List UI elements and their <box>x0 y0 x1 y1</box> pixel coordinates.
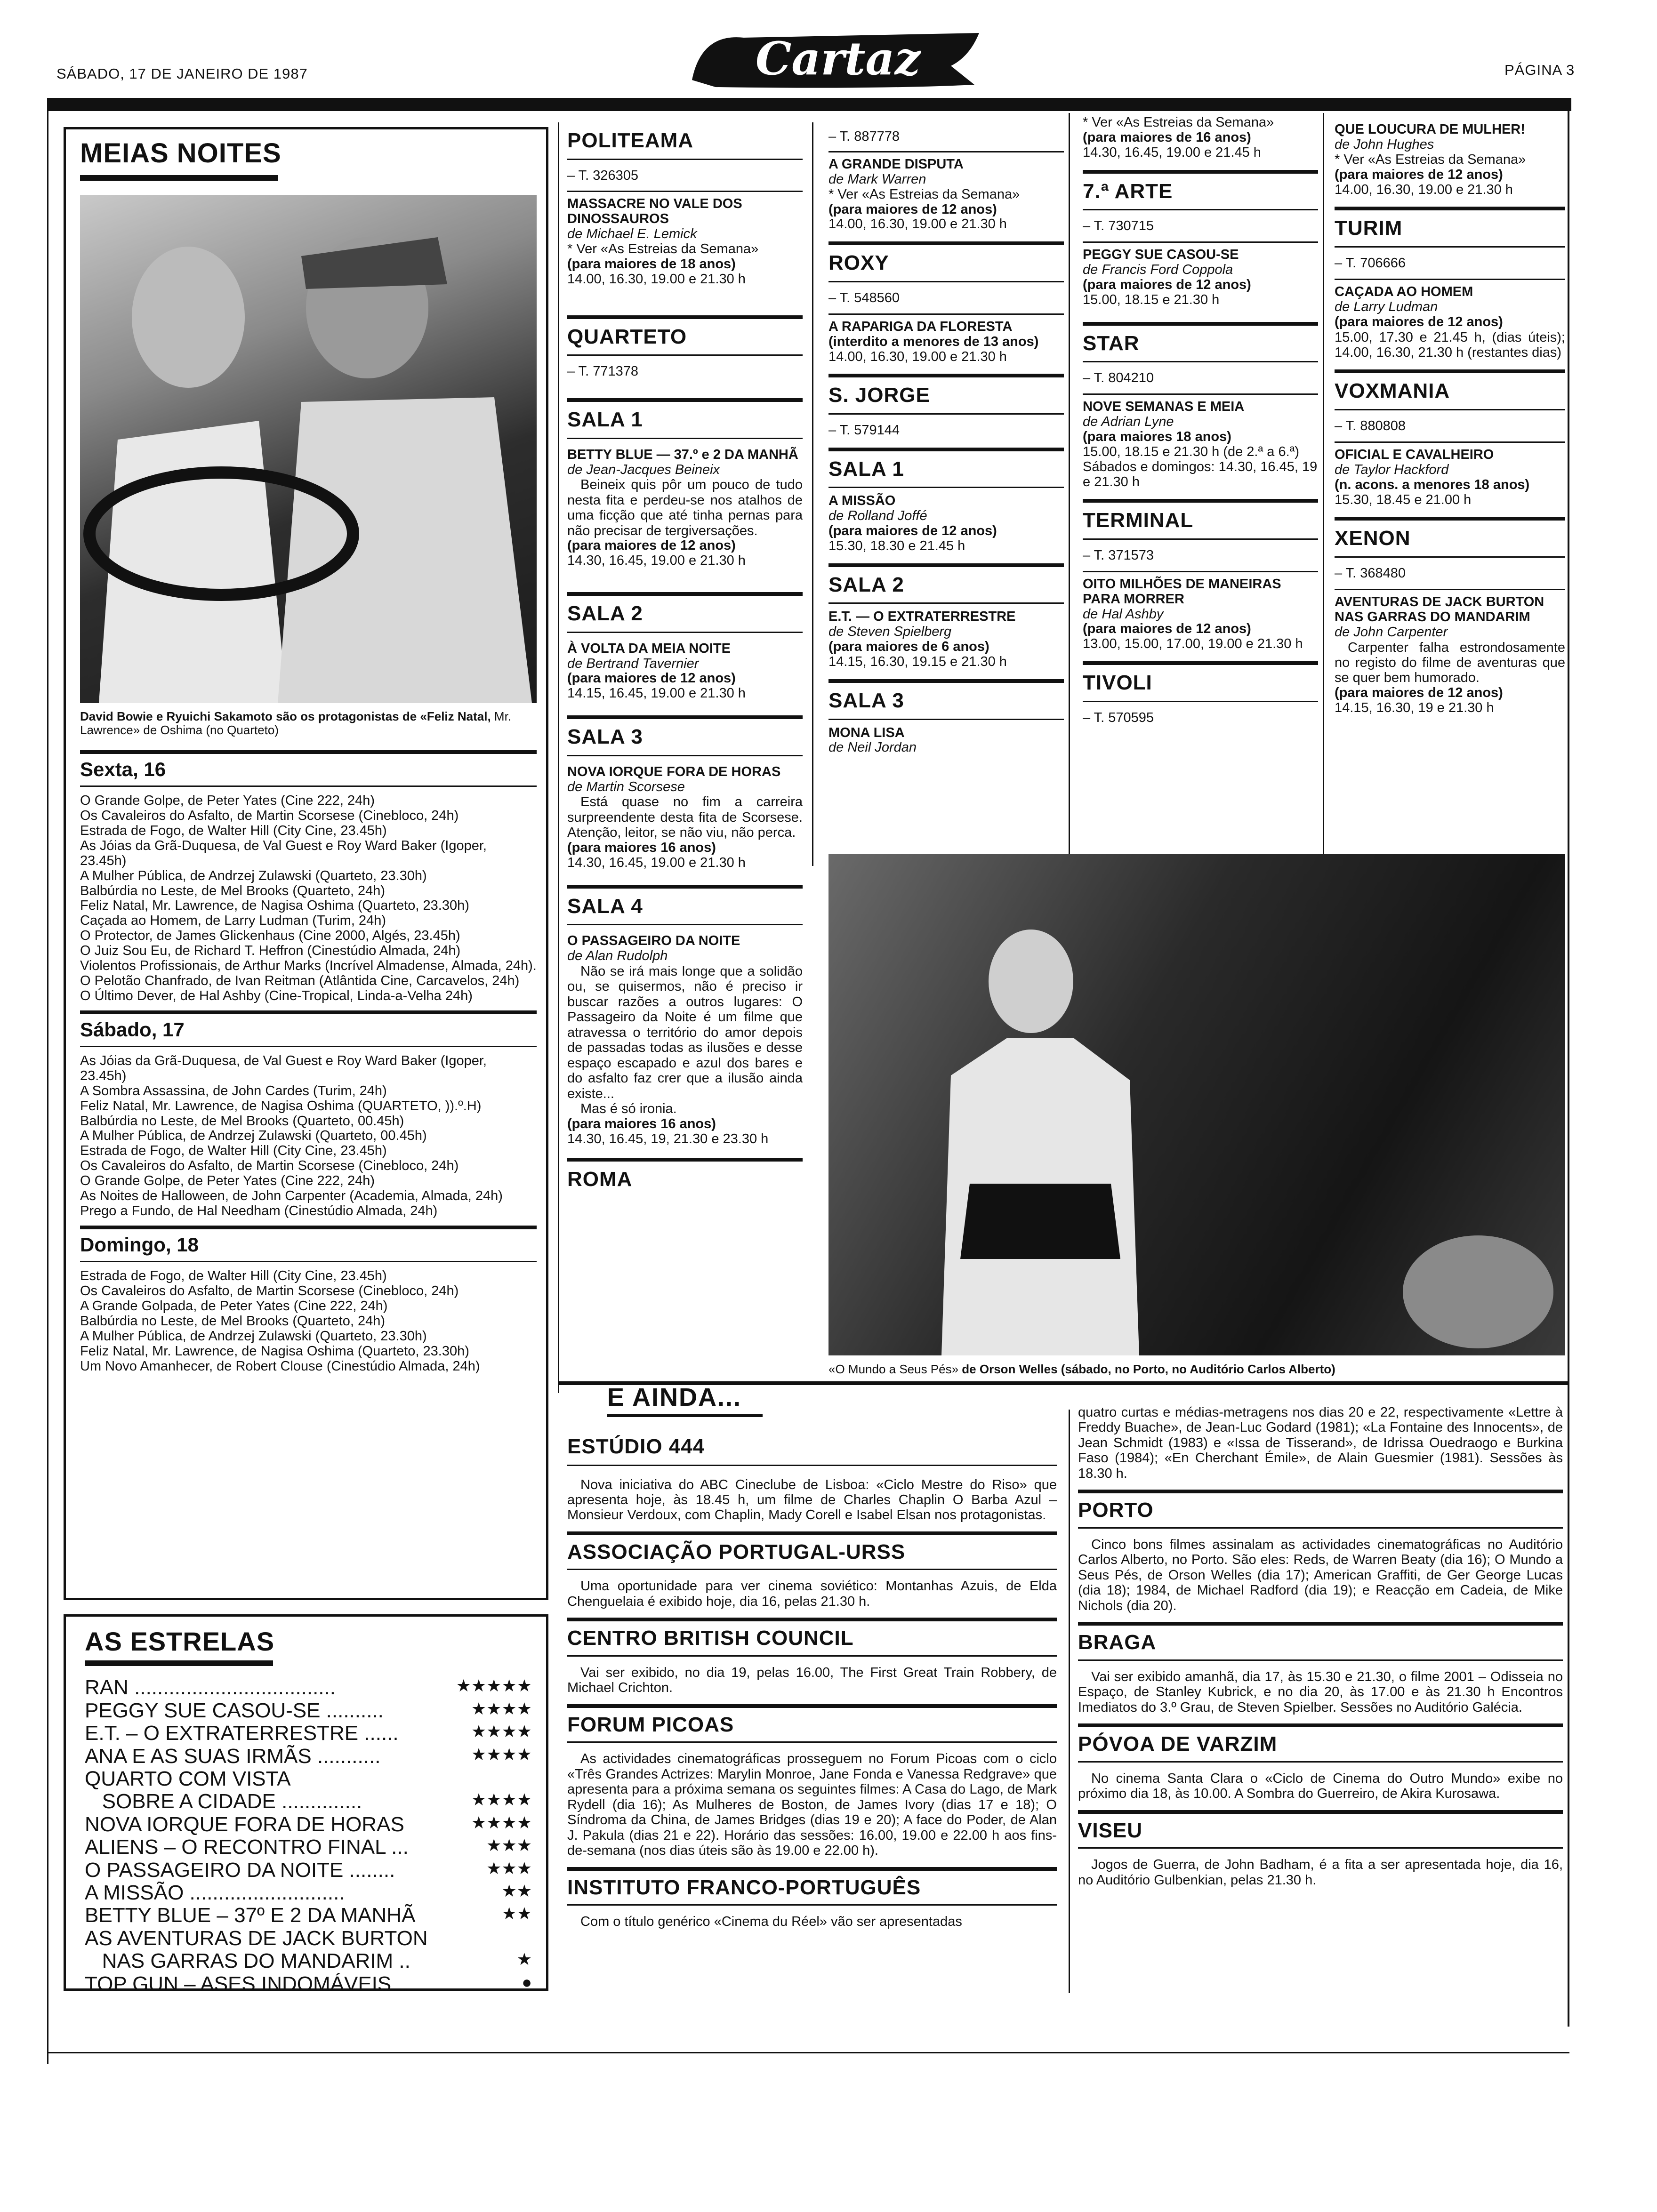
film-director: de Taylor Hackford <box>1335 462 1449 477</box>
col-divider <box>1069 1410 1070 1993</box>
rating-row: ANA E AS SUAS IRMÃS ........... ★★★★ <box>85 1744 532 1768</box>
film-times: 15.00, 18.15 e 21.30 h <box>1083 292 1220 307</box>
film-title: NOVE SEMANAS E MEIA <box>1083 399 1245 415</box>
estrelas-section <box>85 1627 532 1996</box>
list-item: O Pelotão Chanfrado, de Ivan Reitman (Atlântida Cine, Carcavelos, 24h) <box>80 973 520 988</box>
film-director: de John Hughes <box>1335 136 1434 152</box>
film-title: OITO MILHÕES DE MANEIRAS PARA MORRER <box>1083 576 1281 607</box>
meias-noites-title: MEIAS NOITES <box>80 138 282 168</box>
issue-date: SÁBADO, 17 DE JANEIRO DE 1987 <box>56 65 308 82</box>
venue-povoa-de-varzim: PÓVOA DE VARZIM <box>1078 1732 1278 1756</box>
venue-estudio-444: ESTÚDIO 444 <box>567 1435 705 1458</box>
film-age: (para maiores 18 anos) <box>1083 429 1231 444</box>
day-saturday: Sábado, 17 <box>80 1018 185 1041</box>
venue-star: STAR <box>1083 331 1140 355</box>
british-text: Vai ser exibido, no dia 19, pelas 16.00, The First Great Train Robbery, de Michael Crichton. <box>567 1665 1057 1696</box>
day-sunday: Domingo, 18 <box>80 1233 199 1256</box>
film-director: de Martin Scorsese <box>567 779 685 794</box>
estudio-text: Nova iniciativa do ABC Cineclube de Lisboa: «Ciclo Mestre do Riso» que apresenta hoje, às 18.45 h, um filme de Charles Chaplin O Barba Azul – Monsieur Verdoux, com Chaplin, Mady Corell e Isabel Elsan nos protagonistas. <box>567 1477 1057 1523</box>
film-title: PEGGY SUE CASOU-SE <box>1083 247 1239 263</box>
title-underline <box>80 175 278 181</box>
phone: – T. 880808 <box>1335 418 1406 433</box>
film-age: (para maiores de 16 anos) <box>1083 129 1251 145</box>
list-item: Balbúrdia no Leste, de Mel Brooks (Quarteto, 24h) <box>80 883 386 898</box>
rating-row: BETTY BLUE – 37º E 2 DA MANHÃ ★★ <box>85 1904 532 1927</box>
page-bottom-rule <box>47 2052 1569 2053</box>
film-times: 14.30, 16.45, 19, 21.30 e 23.30 h <box>567 1131 769 1146</box>
povoa-text: No cinema Santa Clara o «Ciclo de Cinema do Outro Mundo» exibe no próximo dia 18, às 10.00. A Sombra do Guerreiro, de Akira Kurosawa. <box>1078 1771 1563 1802</box>
estrelas-underline <box>85 1660 273 1666</box>
top-rule <box>47 98 1571 111</box>
list-item: O Último Dever, de Hal Ashby (Cine-Tropical, Linda-a-Velha 24h) <box>80 988 473 1003</box>
film-director: de Jean-Jacques Beineix <box>567 462 720 477</box>
phone: – T. 771378 <box>567 364 639 379</box>
column-turim-xenon <box>1335 122 1565 716</box>
phone: – T. 368480 <box>1335 565 1406 581</box>
urss-text: Uma oportunidade para ver cinema soviético: Montanhas Azuis, de Elda Chenguelaia é exibido hoje, dia 16, pelas 21.30 h. <box>567 1579 1057 1609</box>
list-item: Estrada de Fogo, de Walter Hill (City Cine, 23.45h) <box>80 1268 387 1284</box>
film-title: MASSACRE NO VALE DOS DINOSSAUROS <box>567 196 742 227</box>
phone: – T. 326305 <box>567 168 639 183</box>
page-left-rule <box>47 111 48 2064</box>
film-age: (para maiores de 6 anos) <box>828 639 989 655</box>
list-item: Os Cavaleiros do Asfalto, de Martin Scorsese (Cinebloco, 24h) <box>80 1283 459 1299</box>
rating-row: TOP GUN – ASES INDOMÁVEIS .. ● <box>85 1972 532 1996</box>
list-item: As Noites de Halloween, de John Carpenter (Academia, Almada, 24h) <box>80 1188 503 1204</box>
list-item: A Sombra Assassina, de John Cardes (Turim, 24h) <box>80 1083 387 1098</box>
venue-portugal-urss: ASSOCIAÇÃO PORTUGAL-URSS <box>567 1540 906 1563</box>
list-item: O Protector, de James Glickenhaus (Cine 2000, Algés, 23.45h) <box>80 928 460 944</box>
venue-porto: PORTO <box>1078 1499 1154 1522</box>
list-item: A Mulher Pública, de Andrzej Zulawski (Quarteto, 23.30h) <box>80 1328 427 1344</box>
film-times: 14.15, 16.30, 19 e 21.30 h <box>1335 700 1494 715</box>
film-times: 14.00, 16.30, 19.00 e 21.30 h <box>567 271 746 287</box>
rating-row: SOBRE A CIDADE .............. ★★★★ <box>85 1790 532 1813</box>
list-item: Os Cavaleiros do Asfalto, de Martin Scorsese (Cinebloco, 24h) <box>80 808 459 824</box>
sala-1: SALA 1 <box>828 457 904 481</box>
list-item: O Grande Golpe, de Peter Yates (Cine 222, 24h) <box>80 1173 375 1189</box>
film-times: 13.00, 15.00, 17.00, 19.00 e 21.30 h <box>1083 636 1303 652</box>
film-age: (para maiores de 12 anos) <box>1335 685 1503 700</box>
film-director: de Francis Ford Coppola <box>1083 262 1233 277</box>
saturday-list <box>80 1054 537 1219</box>
film-age: (para maiores de 18 anos) <box>567 256 736 272</box>
film-times: 15.00, 18.15 e 21.30 h (de 2.ª a 6.ª) <box>1083 444 1300 459</box>
film-times: 14.15, 16.45, 19.00 e 21.30 h <box>567 686 746 701</box>
rating-row: RAN ................................... ★★★★★ <box>85 1676 532 1699</box>
rating-row: O PASSAGEIRO DA NOITE ........ ★★★ <box>85 1858 532 1882</box>
photo-bowie-sakamoto <box>80 195 537 703</box>
page-right-rule <box>1568 111 1569 2027</box>
list-item: A Mulher Pública, de Andrzej Zulawski (Quarteto, 00.45h) <box>80 1128 427 1144</box>
film-times-weekend: Sábados e domingos: 14.30, 16.45, 19 e 21.30 h <box>1083 459 1318 489</box>
col-divider <box>1323 113 1324 866</box>
film-times: 14.15, 16.30, 19.15 e 21.30 h <box>828 654 1007 670</box>
film-times: 14.00, 16.30, 19.00 e 21.30 h <box>828 216 1007 232</box>
film-title: A GRANDE DISPUTA <box>828 156 964 172</box>
list-item: Feliz Natal, Mr. Lawrence, de Nagisa Oshima (Quarteto, 23.30h) <box>80 1343 469 1359</box>
film-review: Está quase no fim a carreira surpreendente desta fita de Scorsese. Atenção, leitor, se não viu, não perca. <box>567 794 803 841</box>
svg-text:Cartaz: Cartaz <box>755 32 921 85</box>
film-age: (para maiores 16 anos) <box>567 840 716 855</box>
film-director: de John Carpenter <box>1335 624 1448 640</box>
ainda-left-column <box>567 1435 1057 1930</box>
meias-noites-section <box>80 139 537 1374</box>
rating-row: NAS GARRAS DO MANDARIM .. ★ <box>85 1949 532 1973</box>
phone: – T. 706666 <box>1335 255 1406 271</box>
sala-3: SALA 3 <box>567 725 643 749</box>
film-director: de Larry Ludman <box>1335 299 1438 314</box>
list-item: Estrada de Fogo, de Walter Hill (City Cine, 23.45h) <box>80 1143 387 1159</box>
rating-row: A MISSÃO ........................... ★★ <box>85 1881 532 1904</box>
rating-row: NOVA IORQUE FORA DE HORAS ★★★★ <box>85 1812 532 1836</box>
venue-british-council: CENTRO BRITISH COUNCIL <box>567 1627 854 1650</box>
film-times: 15.30, 18.30 e 21.45 h <box>828 538 965 554</box>
sala-2: SALA 2 <box>828 573 904 596</box>
sala-4: SALA 4 <box>567 894 643 918</box>
film-title: MONA LISA <box>828 725 905 740</box>
rating-row: PEGGY SUE CASOU-SE .......... ★★★★ <box>85 1699 532 1722</box>
venue-politeama: POLITEAMA <box>567 129 694 152</box>
venue-franco-portugues: INSTITUTO FRANCO-PORTUGUÊS <box>567 1875 921 1899</box>
film-note: * Ver «As Estreias da Semana» <box>828 186 1020 202</box>
film-times: 14.30, 16.45, 19.00 e 21.45 h <box>1083 144 1261 160</box>
venue-sao-jorge: S. JORGE <box>828 384 930 407</box>
rating-row: ALIENS – O RECONTRO FINAL ... ★★★ <box>85 1835 532 1859</box>
film-title: CAÇADA AO HOMEM <box>1335 284 1473 299</box>
col-divider <box>812 122 813 866</box>
venue-tivoli: TIVOLI <box>1083 671 1152 695</box>
franco-text: Com o título genérico «Cinema du Réel» vão ser apresentadas <box>580 1914 962 1930</box>
film-times: 14.00, 16.30, 19.00 e 21.30 h <box>828 349 1007 364</box>
film-times: 15.00, 17.30 e 21.45 h, (dias úteis); 14.00, 16.30, 21.30 h (restantes dias) <box>1335 329 1565 360</box>
sala-3: SALA 3 <box>828 689 904 712</box>
ainda-right-column <box>1078 1405 1563 1888</box>
list-item: O Juiz Sou Eu, de Richard T. Heffron (Cinestúdio Almada, 24h) <box>80 943 461 959</box>
film-times: 15.30, 18.45 e 21.00 h <box>1335 492 1472 507</box>
column-politeama-quarteto <box>567 129 803 1191</box>
film-age: (para maiores de 12 anos) <box>1083 277 1251 292</box>
film-director: de Rolland Joffé <box>828 508 927 524</box>
phone: – T. 570595 <box>1083 710 1154 725</box>
film-times: 14.30, 16.45, 19.00 e 21.30 h <box>567 553 746 569</box>
venue-braga: BRAGA <box>1078 1631 1157 1654</box>
e-ainda-title: E AINDA... <box>607 1383 742 1411</box>
film-title: BETTY BLUE — 37.º e 2 DA MANHÃ <box>567 447 798 462</box>
film-title: E.T. — O EXTRATERRESTRE <box>828 609 1016 625</box>
col-divider <box>558 122 559 1393</box>
film-age: (para maiores de 12 anos) <box>1335 314 1503 329</box>
venue-7a-arte: 7.ª ARTE <box>1083 179 1173 203</box>
venue-xenon: XENON <box>1335 527 1411 550</box>
list-item: Caçada ao Homem, de Larry Ludman (Turim, 24h) <box>80 913 386 929</box>
film-director: de Michael E. Lemick <box>567 226 697 242</box>
list-item: O Grande Golpe, de Peter Yates (Cine 222, 24h) <box>80 793 375 809</box>
film-review: Não se irá mais longe que a solidão ou, se quisermos, não é preciso ir buscar razões a outros lugares: O Passageiro da Noite é um filme que atravessa o território do amor depois de passadas todas as ilusões e desse espaço escapado e azul dos bares e do asfalto faz crer que a ilusão ainda existe... <box>567 963 803 1101</box>
phone: – T. 887778 <box>828 129 900 144</box>
column-arte-star <box>1083 115 1318 726</box>
film-title: A MISSÃO <box>828 493 896 509</box>
list-item: Balbúrdia no Leste, de Mel Brooks (Quarteto, 00.45h) <box>80 1113 404 1129</box>
film-director: de Bertrand Tavernier <box>567 656 699 671</box>
rating-row: E.T. – O EXTRATERRESTRE ...... ★★★★ <box>85 1722 532 1745</box>
film-age: (n. acons. a menores 18 anos) <box>1335 477 1530 492</box>
film-title: A RAPARIGA DA FLORESTA <box>828 319 1013 334</box>
film-note: * Ver «As Estreias da Semana» <box>1335 152 1526 167</box>
film-title: OFICIAL E CAVALHEIRO <box>1335 447 1494 462</box>
braga-text: Vai ser exibido amanhã, dia 17, às 15.30 e 21.30, o filme 2001 – Odisseia no Espaço, de Stanley Kubrick, e no dia 20, às 17.00 e às 21.30 h Encontros Imediatos do 3.º Grau, de Steven Spielber. Sessões no Auditório Galécia. <box>1078 1669 1563 1715</box>
venue-viseu: VISEU <box>1078 1819 1143 1842</box>
film-title: QUE LOUCURA DE MULHER! <box>1335 122 1525 137</box>
rating-row: QUARTO COM VISTA <box>85 1768 291 1791</box>
list-item: Feliz Natal, Mr. Lawrence, de Nagisa Oshima (Quarteto, 23.30h) <box>80 898 469 914</box>
venue-roxy: ROXY <box>828 251 889 275</box>
film-age: (interdito a menores de 13 anos) <box>828 334 1039 349</box>
film-title: À VOLTA DA MEIA NOITE <box>567 641 731 656</box>
film-director: de Adrian Lyne <box>1083 414 1174 429</box>
film-director: de Alan Rudolph <box>567 948 668 964</box>
friday-list <box>80 793 537 1003</box>
list-item: Feliz Natal, Mr. Lawrence, de Nagisa Oshima (QUARTETO, )).º.H) <box>80 1098 482 1114</box>
phone: – T. 579144 <box>828 422 900 438</box>
film-age: (para maiores de 12 anos) <box>828 523 997 539</box>
film-director: de Mark Warren <box>828 171 926 187</box>
list-item: Estrada de Fogo, de Walter Hill (City Cine, 23.45h) <box>80 823 387 838</box>
sala-1: SALA 1 <box>567 408 643 432</box>
photo-caption: «O Mundo a Seus Pés» de Orson Welles (sábado, no Porto, no Auditório Carlos Alberto) <box>828 1362 1335 1376</box>
film-director: de Neil Jordan <box>828 740 917 755</box>
venue-turim: TURIM <box>1335 216 1403 240</box>
venue-voxmania: VOXMANIA <box>1335 379 1450 403</box>
film-age: (para maiores de 12 anos) <box>567 538 736 553</box>
rating-row: AS AVENTURAS DE JACK BURTON <box>85 1927 428 1950</box>
film-times: 14.00, 16.30, 19.00 e 21.30 h <box>1335 182 1513 197</box>
viseu-text: Jogos de Guerra, de John Badham, é a fita a ser apresentada hoje, dia 16, no Auditório Gulbenkian, pelas 21.30 h. <box>1078 1857 1563 1888</box>
film-age: (para maiores de 12 anos) <box>1335 167 1503 182</box>
film-director: de Hal Ashby <box>1083 606 1164 622</box>
list-item: A Mulher Pública, de Andrzej Zulawski (Quarteto, 23.30h) <box>80 868 427 883</box>
photo-caption: David Bowie e Ryuichi Sakamoto são os protagonistas de «Feliz Natal, Mr. Lawrence» de Oshima (no Quarteto) <box>80 709 512 737</box>
film-times: 14.30, 16.45, 19.00 e 21.30 h <box>567 855 746 870</box>
forum-text: As actividades cinematográficas prosseguem no Forum Picoas com o ciclo «Três Grandes Actrizes: Marylin Monroe, Jane Fonda e Vanessa Redgrave» que apresenta para a próxima semana os seguintes filmes: A Casa do Lago, de Mark Rydell (dia 16); As Mulheres de Boston, de James Ivory (dias 17 e 18); O Síndroma da China, de James Bridges (dias 19 e 20); A face do Poder, de Alan J. Pakula (dias 21 e 22). Horário das sessões: 16.00, 19.00 e 22.00 h aos fins-de-semana (nos dias úteis são às 19.00 e 22.00 h). <box>567 1751 1057 1859</box>
porto-text: Cinco bons filmes assinalam as actividades cinematográficas no Auditório Carlos Alberto, no Porto. São eles: Reds, de Warren Beaty (dia 16); O Mundo a Seus Pés, de Orson Welles (dia 17); American Graffiti, de Ger George Lucas (dia 18); 1984, de Michael Radford (dia 19); e Reacção em Cadeia, de Mike Nichols (dia 20). <box>1078 1537 1563 1613</box>
list-item: A Grande Golpada, de Peter Yates (Cine 222, 24h) <box>80 1298 388 1314</box>
film-title: O PASSAGEIRO DA NOITE <box>567 933 740 949</box>
film-age: (para maiores de 12 anos) <box>567 671 736 686</box>
page-number: PÁGINA 3 <box>1504 62 1575 78</box>
film-note: * Ver «As Estreias da Semana» <box>1083 115 1274 130</box>
list-item: Violentos Profissionais, de Arthur Marks (Incrível Almadense, Almada, 24h). <box>80 958 537 973</box>
venue-terminal: TERMINAL <box>1083 509 1194 532</box>
e-ainda-underline <box>607 1414 763 1417</box>
venue-quarteto: QUARTETO <box>567 325 687 348</box>
day-friday: Sexta, 16 <box>80 758 166 780</box>
film-review: Beineix quis pôr um pouco de tudo nesta fita e perdeu-se nos atalhos de uma ficção que até tinha pernas para não precisar de tergiversações. <box>567 477 803 538</box>
film-review-end: Mas é só ironia. <box>580 1101 677 1117</box>
estrelas-title: AS ESTRELAS <box>85 1627 275 1656</box>
sala-2: SALA 2 <box>567 602 643 625</box>
film-note: * Ver «As Estreias da Semana» <box>567 241 759 257</box>
list-item: As Jóias da Grã-Duquesa, de Val Guest e Roy Ward Baker (Igoper, 23.45h) <box>80 838 487 868</box>
list-item: Um Novo Amanhecer, de Robert Clouse (Cinestúdio Almada, 24h) <box>80 1358 480 1374</box>
venue-roma: ROMA <box>567 1168 633 1191</box>
film-age: (para maiores 16 anos) <box>567 1116 716 1131</box>
film-director: de Steven Spielberg <box>828 624 952 640</box>
list-item: As Jóias da Grã-Duquesa, de Val Guest e Roy Ward Baker (Igoper, 23.45h) <box>80 1053 487 1083</box>
phone: – T. 371573 <box>1083 547 1154 563</box>
venue-forum-picoas: FORUM PICOAS <box>567 1713 734 1736</box>
phone: – T. 548560 <box>828 290 900 305</box>
franco-text-continued: quatro curtas e médias-metragens nos dias 20 e 22, respectivamente «Lettre à Freddy Buache», de Jean-Luc Godard (1981); «La Fontaine des Innocents», de Jean Schmidt (1983) e «Issa de Tisserand», de Idrissa Ouedraogo e Burkina Faso (1984); «En Cherchant Émile», de Alain Guesmier (1981). Sessões às 18.30 h. <box>1078 1405 1563 1481</box>
sunday-list <box>80 1269 537 1374</box>
list-item: Os Cavaleiros do Asfalto, de Martin Scorsese (Cinebloco, 24h) <box>80 1158 459 1174</box>
film-title: AVENTURAS DE JACK BURTON NAS GARRAS DO MANDARIM <box>1335 594 1544 625</box>
phone: – T. 730715 <box>1083 218 1154 234</box>
list-item: Prego a Fundo, de Hal Needham (Cinestúdio Almada, 24h) <box>80 1203 438 1218</box>
col-divider <box>1069 113 1070 866</box>
cartaz-logo <box>687 24 989 94</box>
film-age: (para maiores de 12 anos) <box>828 201 997 217</box>
photo-orson-welles <box>828 854 1565 1355</box>
phone: – T. 804210 <box>1083 370 1154 386</box>
film-title: NOVA IORQUE FORA DE HORAS <box>567 764 781 779</box>
film-age: (para maiores de 12 anos) <box>1083 621 1251 637</box>
column-roxy-sjorge <box>828 129 1064 755</box>
list-item: Balbúrdia no Leste, de Mel Brooks (Quarteto, 24h) <box>80 1313 386 1329</box>
film-review: Carpenter falha estrondosamente no registo do filme de aventuras que se quer bem humorado. <box>1335 640 1565 686</box>
